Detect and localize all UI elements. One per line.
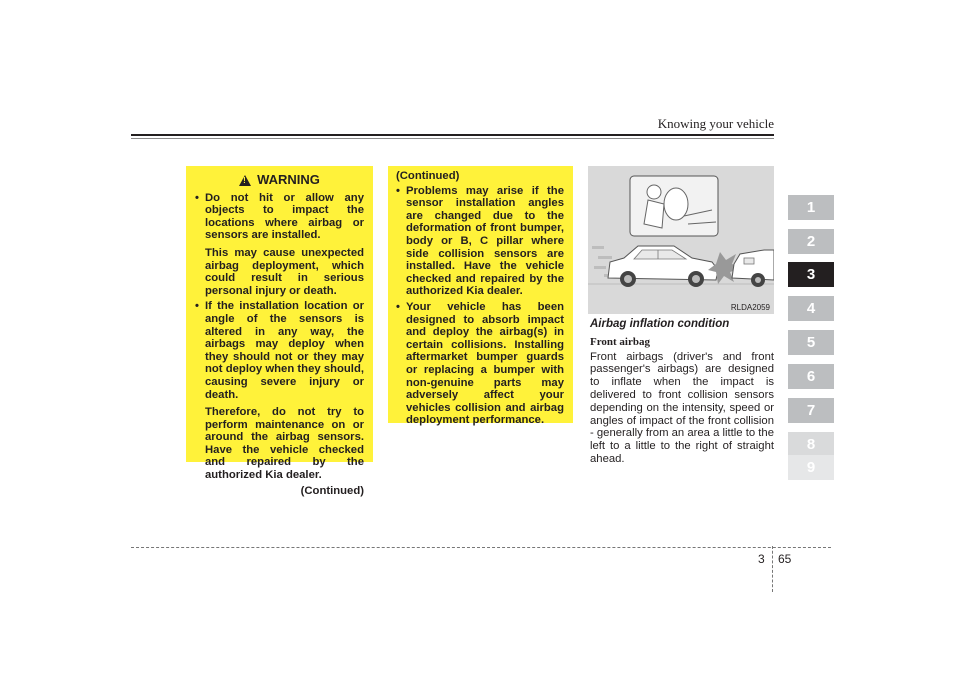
warning-heading-text: WARNING <box>257 172 320 187</box>
warning-item-text: If the installation location or angle of the sensors is altered in any way, the airbags may deploy when they should not or they may not deploy when they should, causing severe injury or death. <box>205 300 364 401</box>
header-rule-thin <box>131 138 774 139</box>
chapter-tab-4[interactable]: 4 <box>788 296 834 321</box>
warning-continued-label: (Continued) <box>300 484 364 497</box>
continued-list <box>396 185 564 427</box>
section-body <box>590 318 774 466</box>
warning-box <box>186 166 373 497</box>
chapter-tab-1[interactable]: 1 <box>788 195 834 220</box>
airbag-illustration <box>588 166 774 314</box>
warning-item-note: Therefore, do not try to perform maintenance on or around the airbag sensors. Have the vehicle checked and repaired by the authorized Kia dealer. <box>205 406 364 482</box>
continued-item: • Your vehicle has been designed to absorb impact and deploy the airbag(s) in certain collisions. Installing aftermarket bumper guards or replacing a bumper with non-genuine parts may adversely affect your vehicles collision and airbag deployment performance. <box>396 301 564 427</box>
chapter-tab-3[interactable]: 3 <box>788 262 834 287</box>
continued-item: • Problems may arise if the sensor installation angles are changed due to the deformation of front bumper, body or B, C pillar where side collision sensors are installed. Have the vehicle checked and repaired by the authorized Kia dealer. <box>396 185 564 298</box>
header-rule <box>131 134 774 136</box>
footer-rule <box>131 547 831 548</box>
chapter-tab-5[interactable]: 5 <box>788 330 834 355</box>
warning-heading <box>195 174 364 187</box>
chapter-tab-8[interactable]: 8 <box>788 432 834 457</box>
continued-label: (Continued) <box>396 170 460 182</box>
warning-item <box>195 300 364 481</box>
section-text: Front airbags (driver's and front passenger's airbags) are designed to inflate when the impact is delivered to front collision sensors depending on the intensity, speed or angles of impact of the front collision - generally from an area a little to the left to a little to the right of straight ahead. <box>590 350 774 465</box>
chapter-tab-2[interactable]: 2 <box>788 229 834 254</box>
figure-label: RLDA2059 <box>730 303 770 312</box>
warning-item <box>195 192 364 298</box>
chapter-tab-6[interactable]: 6 <box>788 364 834 389</box>
section-title: Airbag inflation condition <box>590 318 730 330</box>
footer-chapter-number: 3 <box>758 552 765 566</box>
warning-list <box>195 192 364 482</box>
chapter-tab-9[interactable]: 9 <box>788 455 834 480</box>
occupant-inset <box>630 176 718 236</box>
chapter-tab-7[interactable]: 7 <box>788 398 834 423</box>
footer-page-number: 65 <box>778 552 792 566</box>
warning-item-text: Do not hit or allow any objects to impact the locations where airbag or sensors are installed. <box>205 191 364 242</box>
continued-warning-box <box>388 166 573 427</box>
collision-illustration <box>588 166 774 314</box>
warning-triangle-icon <box>239 175 251 186</box>
warning-item-note: This may cause unexpected airbag deployment, which could result in serious personal injury or death. <box>205 246 364 297</box>
running-header-title: Knowing your vehicle <box>657 116 774 131</box>
section-subtitle: Front airbag <box>590 335 650 348</box>
footer-divider <box>772 546 773 592</box>
